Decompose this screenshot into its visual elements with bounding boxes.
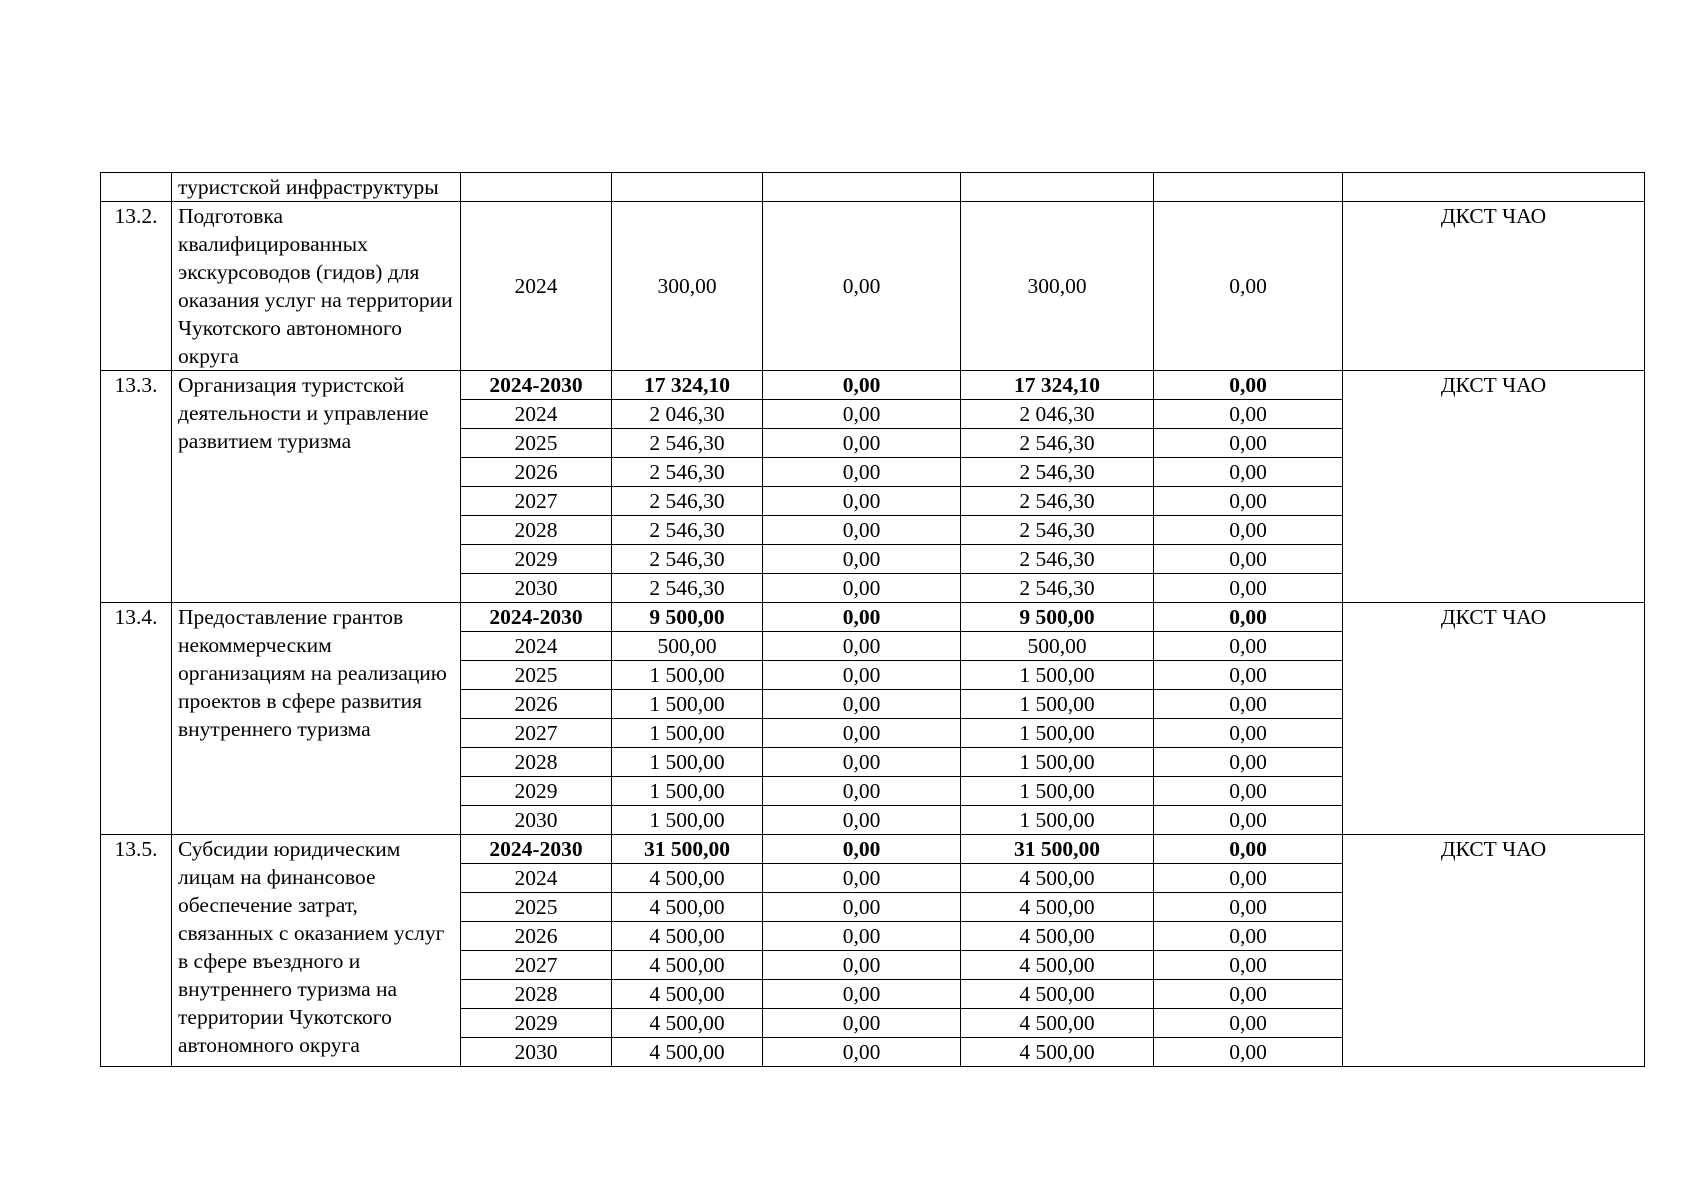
amount-cell: 0,00 bbox=[1154, 777, 1343, 806]
section-name: Подготовка квалифицированных экскурсоводов (гидов) для оказания услуг на территории Чукотского автономного округа bbox=[172, 202, 461, 371]
total-amount-cell: 2 546,30 bbox=[612, 458, 763, 487]
amount-cell: 2 546,30 bbox=[961, 545, 1154, 574]
amount-cell: 0,00 bbox=[763, 1009, 961, 1038]
section-total-row bbox=[101, 835, 1645, 864]
total-amount-cell: 1 500,00 bbox=[612, 777, 763, 806]
amount-cell: 0,00 bbox=[763, 748, 961, 777]
total-amount-cell: 9 500,00 bbox=[612, 603, 763, 632]
amount-cell: 1 500,00 bbox=[961, 719, 1154, 748]
continuation-row bbox=[101, 173, 1645, 202]
year-cell: 2026 bbox=[461, 922, 612, 951]
year-cell: 2028 bbox=[461, 516, 612, 545]
amount-cell: 4 500,00 bbox=[961, 980, 1154, 1009]
year-cell: 2028 bbox=[461, 980, 612, 1009]
amount-cell: 0,00 bbox=[1154, 516, 1343, 545]
year-cell: 2025 bbox=[461, 429, 612, 458]
total-amount-cell: 2 546,30 bbox=[612, 545, 763, 574]
amount-cell: 2 546,30 bbox=[961, 429, 1154, 458]
amount-cell: 0,00 bbox=[763, 545, 961, 574]
year-cell: 2030 bbox=[461, 806, 612, 835]
amount-cell: 0,00 bbox=[763, 1038, 961, 1067]
amount-cell: 4 500,00 bbox=[961, 1038, 1154, 1067]
amount-cell: 0,00 bbox=[763, 400, 961, 429]
amount-cell: 1 500,00 bbox=[961, 690, 1154, 719]
amount-cell: 0,00 bbox=[1154, 980, 1343, 1009]
section-number: 13.3. bbox=[101, 371, 172, 603]
amount-cell: 0,00 bbox=[763, 806, 961, 835]
total-amount-cell: 2 046,30 bbox=[612, 400, 763, 429]
amount-cell: 0,00 bbox=[1154, 632, 1343, 661]
total-amount-cell: 2 546,30 bbox=[612, 429, 763, 458]
amount-cell: 0,00 bbox=[1154, 1038, 1343, 1067]
amount-cell: 0,00 bbox=[1154, 202, 1343, 371]
amount-cell: 0,00 bbox=[763, 835, 961, 864]
amount-cell: 0,00 bbox=[763, 777, 961, 806]
year-cell: 2024 bbox=[461, 202, 612, 371]
amount-cell: 0,00 bbox=[1154, 371, 1343, 400]
amount-cell: 0,00 bbox=[763, 951, 961, 980]
amount-cell: 0,00 bbox=[1154, 1009, 1343, 1038]
amount-cell: 0,00 bbox=[763, 922, 961, 951]
responsible-executor: ДКСТ ЧАО bbox=[1343, 371, 1645, 603]
section-name: Организация туристской деятельности и управление развитием туризма bbox=[172, 371, 461, 603]
amount-cell: 0,00 bbox=[1154, 748, 1343, 777]
amount-cell: 0,00 bbox=[1154, 922, 1343, 951]
total-amount-cell: 4 500,00 bbox=[612, 864, 763, 893]
amount-cell: 0,00 bbox=[763, 893, 961, 922]
amount-cell: 0,00 bbox=[763, 574, 961, 603]
year-cell: 2024 bbox=[461, 632, 612, 661]
year-cell: 2025 bbox=[461, 661, 612, 690]
total-amount-cell: 300,00 bbox=[612, 202, 763, 371]
year-cell: 2024-2030 bbox=[461, 371, 612, 400]
total-amount-cell: 4 500,00 bbox=[612, 893, 763, 922]
amount-cell: 17 324,10 bbox=[961, 371, 1154, 400]
amount-cell: 0,00 bbox=[1154, 719, 1343, 748]
total-amount-cell: 2 546,30 bbox=[612, 574, 763, 603]
amount-cell: 31 500,00 bbox=[961, 835, 1154, 864]
amount-cell: 0,00 bbox=[1154, 661, 1343, 690]
amount-cell: 0,00 bbox=[1154, 864, 1343, 893]
amount-cell: 1 500,00 bbox=[961, 777, 1154, 806]
amount-cell: 1 500,00 bbox=[961, 806, 1154, 835]
responsible-executor: ДКСТ ЧАО bbox=[1343, 603, 1645, 835]
total-amount-cell: 4 500,00 bbox=[612, 1009, 763, 1038]
section-number: 13.4. bbox=[101, 603, 172, 835]
amount-cell: 2 546,30 bbox=[961, 574, 1154, 603]
amount-cell: 0,00 bbox=[1154, 545, 1343, 574]
year-cell: 2029 bbox=[461, 545, 612, 574]
year-cell: 2027 bbox=[461, 951, 612, 980]
year-cell: 2025 bbox=[461, 893, 612, 922]
year-cell: 2024-2030 bbox=[461, 835, 612, 864]
total-amount-cell: 17 324,10 bbox=[612, 371, 763, 400]
amount-cell: 0,00 bbox=[1154, 690, 1343, 719]
amount-cell: 4 500,00 bbox=[961, 922, 1154, 951]
amount-cell: 0,00 bbox=[1154, 603, 1343, 632]
year-cell: 2027 bbox=[461, 487, 612, 516]
amount-cell: 9 500,00 bbox=[961, 603, 1154, 632]
section-number: 13.5. bbox=[101, 835, 172, 1067]
year-cell: 2029 bbox=[461, 1009, 612, 1038]
amount-cell: 500,00 bbox=[961, 632, 1154, 661]
year-cell: 2024-2030 bbox=[461, 603, 612, 632]
amount-cell: 0,00 bbox=[763, 429, 961, 458]
year-cell: 2024 bbox=[461, 864, 612, 893]
amount-cell: 0,00 bbox=[763, 632, 961, 661]
total-amount-cell: 2 546,30 bbox=[612, 487, 763, 516]
continuation-name-cell: туристской инфраструктуры bbox=[172, 173, 461, 202]
amount-cell: 0,00 bbox=[1154, 893, 1343, 922]
amount-cell: 0,00 bbox=[763, 864, 961, 893]
amount-cell: 0,00 bbox=[1154, 951, 1343, 980]
budget-table bbox=[100, 172, 1645, 1067]
section-total-row bbox=[101, 603, 1645, 632]
amount-cell: 0,00 bbox=[1154, 806, 1343, 835]
amount-cell: 0,00 bbox=[763, 458, 961, 487]
amount-cell: 2 546,30 bbox=[961, 487, 1154, 516]
total-amount-cell: 1 500,00 bbox=[612, 661, 763, 690]
total-amount-cell: 31 500,00 bbox=[612, 835, 763, 864]
amount-cell: 0,00 bbox=[763, 516, 961, 545]
year-cell: 2026 bbox=[461, 458, 612, 487]
amount-cell: 0,00 bbox=[763, 202, 961, 371]
amount-cell: 0,00 bbox=[763, 719, 961, 748]
year-cell: 2029 bbox=[461, 777, 612, 806]
total-amount-cell: 4 500,00 bbox=[612, 980, 763, 1009]
section-name: Предоставление грантов некоммерческим организациям на реализацию проектов в сфере развития внутреннего туризма bbox=[172, 603, 461, 835]
amount-cell: 2 546,30 bbox=[961, 458, 1154, 487]
amount-cell: 300,00 bbox=[961, 202, 1154, 371]
amount-cell: 1 500,00 bbox=[961, 748, 1154, 777]
total-amount-cell: 4 500,00 bbox=[612, 1038, 763, 1067]
year-cell: 2030 bbox=[461, 1038, 612, 1067]
amount-cell: 4 500,00 bbox=[961, 893, 1154, 922]
amount-cell: 0,00 bbox=[763, 980, 961, 1009]
amount-cell: 4 500,00 bbox=[961, 1009, 1154, 1038]
amount-cell: 0,00 bbox=[1154, 400, 1343, 429]
amount-cell: 0,00 bbox=[763, 487, 961, 516]
amount-cell: 4 500,00 bbox=[961, 864, 1154, 893]
amount-cell: 0,00 bbox=[763, 661, 961, 690]
amount-cell: 0,00 bbox=[763, 603, 961, 632]
amount-cell: 2 046,30 bbox=[961, 400, 1154, 429]
section-name: Субсидии юридическим лицам на финансовое обеспечение затрат, связанных с оказанием услуг в сфере въездного и внутреннего туризма на территории Чукотского автономного округа bbox=[172, 835, 461, 1067]
section-total-row bbox=[101, 371, 1645, 400]
year-cell: 2027 bbox=[461, 719, 612, 748]
total-amount-cell: 1 500,00 bbox=[612, 719, 763, 748]
amount-cell: 0,00 bbox=[1154, 487, 1343, 516]
amount-cell: 0,00 bbox=[1154, 429, 1343, 458]
total-amount-cell: 1 500,00 bbox=[612, 748, 763, 777]
total-amount-cell: 2 546,30 bbox=[612, 516, 763, 545]
amount-cell: 2 546,30 bbox=[961, 516, 1154, 545]
table-row bbox=[101, 202, 1645, 371]
year-cell: 2026 bbox=[461, 690, 612, 719]
year-cell: 2030 bbox=[461, 574, 612, 603]
total-amount-cell: 4 500,00 bbox=[612, 922, 763, 951]
section-number: 13.2. bbox=[101, 202, 172, 371]
amount-cell: 4 500,00 bbox=[961, 951, 1154, 980]
amount-cell: 1 500,00 bbox=[961, 661, 1154, 690]
amount-cell: 0,00 bbox=[1154, 458, 1343, 487]
responsible-executor: ДКСТ ЧАО bbox=[1343, 202, 1645, 371]
amount-cell: 0,00 bbox=[763, 690, 961, 719]
amount-cell: 0,00 bbox=[1154, 835, 1343, 864]
year-cell: 2028 bbox=[461, 748, 612, 777]
total-amount-cell: 500,00 bbox=[612, 632, 763, 661]
responsible-executor: ДКСТ ЧАО bbox=[1343, 835, 1645, 1067]
total-amount-cell: 1 500,00 bbox=[612, 806, 763, 835]
continuation-num-cell bbox=[101, 173, 172, 202]
year-cell: 2024 bbox=[461, 400, 612, 429]
amount-cell: 0,00 bbox=[1154, 574, 1343, 603]
total-amount-cell: 1 500,00 bbox=[612, 690, 763, 719]
total-amount-cell: 4 500,00 bbox=[612, 951, 763, 980]
amount-cell: 0,00 bbox=[763, 371, 961, 400]
